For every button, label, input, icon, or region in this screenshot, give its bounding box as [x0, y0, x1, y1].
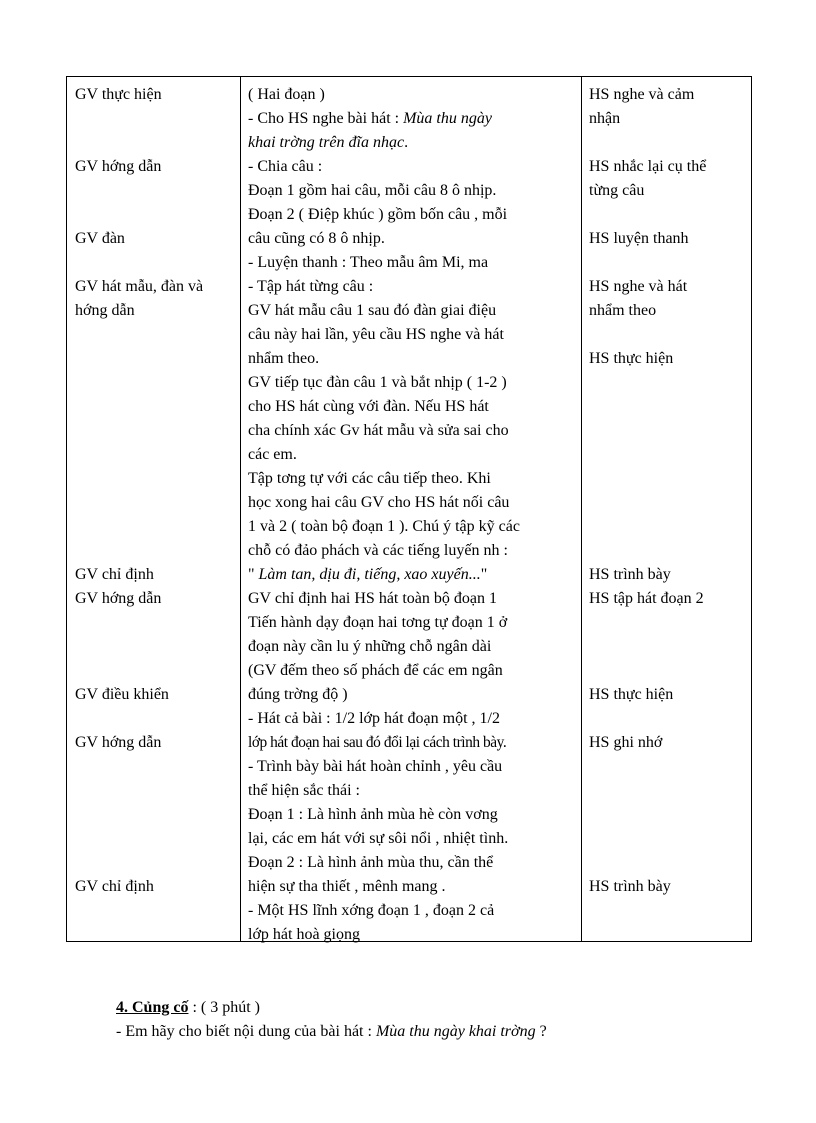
lesson-content-line	[248, 83, 579, 107]
question-text: - Em hãy cho biết nội dung của bài hát :	[116, 1023, 376, 1040]
text-run: cho HS hát cùng với đàn. Nếu HS hát	[248, 398, 489, 415]
text-run: các em.	[248, 446, 297, 463]
text-run: Đoạn 1 gồm hai câu, mỗi câu 8 ô nhịp.	[248, 182, 497, 199]
text-run: lớp hát đoạn hai sau đó đổi lại cách trình bày.	[248, 734, 507, 751]
lesson-content-line	[248, 155, 579, 179]
lesson-content-line	[248, 539, 579, 563]
text-run: (GV đếm theo số phách để các em ngân	[248, 662, 503, 679]
lesson-content-line	[248, 755, 579, 779]
student-activity-line: HS nghe và cảm	[589, 86, 695, 103]
lesson-content-line	[248, 875, 579, 899]
text-run: GV tiếp tục đàn câu 1 và bắt nhịp ( 1-2 )	[248, 374, 507, 391]
text-run: Đoạn 2 : Là hình ảnh mùa thu, cần thể	[248, 854, 494, 871]
text-run: hiện sự tha thiết , mênh mang .	[248, 878, 446, 895]
lesson-content-line	[248, 827, 579, 851]
teacher-activity-line: GV chỉ định	[75, 878, 154, 895]
lesson-content-line	[248, 923, 579, 947]
student-activity-line: HS trình bày	[589, 566, 671, 583]
text-run: - Cho HS nghe bài hát :	[248, 110, 404, 127]
section-duration: : ( 3 phút )	[188, 999, 260, 1016]
lesson-content-line	[248, 227, 579, 251]
teacher-activity-line: GV thực hiện	[75, 86, 162, 103]
lesson-content-line	[248, 707, 579, 731]
lesson-table	[66, 76, 752, 942]
student-activity-line: từng câu	[589, 182, 645, 199]
text-run: "	[480, 566, 488, 583]
lesson-content-line	[248, 371, 579, 395]
text-run: cha chính xác Gv hát mẫu và sửa sai cho	[248, 422, 509, 439]
text-run: câu cũng có 8 ô nhịp.	[248, 230, 385, 247]
lesson-content-line	[248, 563, 579, 587]
text-run: đoạn này cần lu ý những chỗ ngân dài	[248, 638, 492, 655]
lesson-content-line	[248, 731, 579, 755]
lesson-content-line	[248, 347, 579, 371]
text-run: .	[404, 134, 409, 151]
consolidation-heading-line	[116, 996, 260, 1020]
text-run: - Tập hát từng câu :	[248, 278, 374, 295]
text-run: câu này hai lần, yêu cầu HS nghe và hát	[248, 326, 504, 343]
lesson-content-line	[248, 275, 579, 299]
lesson-content-line	[248, 779, 579, 803]
text-run: nhẩm theo.	[248, 350, 320, 367]
text-run: thể hiện sắc thái :	[248, 782, 360, 799]
text-run: ( Hai đoạn )	[248, 86, 325, 103]
teacher-activity-line: GV hớng dẫn	[75, 734, 162, 751]
lesson-content-line	[248, 491, 579, 515]
text-run: học xong hai câu GV cho HS hát nối câu	[248, 494, 510, 511]
question-song-title: Mùa thu ngày khai trờng	[375, 1023, 536, 1040]
lesson-content-line	[248, 683, 579, 707]
lesson-content-line	[248, 107, 579, 131]
student-activity-line: HS nhắc lại cụ thể	[589, 158, 707, 175]
text-run: - Chia câu :	[248, 158, 323, 175]
text-run: 1 và 2 ( toàn bộ đoạn 1 ). Chú ý tập kỹ các	[248, 518, 520, 535]
lesson-content-line	[248, 899, 579, 923]
text-run: Tiến hành dạy đoạn hai tơng tự đoạn 1 ở	[248, 614, 508, 631]
italic-text: Làm tan, dịu đi, tiếng, xao xuyến...	[258, 566, 481, 583]
text-run: lại, các em hát với sự sôi nổi , nhiệt tình.	[248, 830, 509, 847]
column-divider-2	[581, 77, 582, 941]
student-activity-line: HS trình bày	[589, 878, 671, 895]
text-run: Tập tơng tự với các câu tiếp theo. Khi	[248, 470, 491, 487]
italic-text: Mùa thu ngày	[403, 110, 492, 127]
text-run: chỗ có đảo phách và các tiếng luyến nh :	[248, 542, 508, 559]
column-divider-1	[240, 77, 241, 941]
text-run: Đoạn 2 ( Điệp khúc ) gồm bốn câu , mỗi	[248, 206, 508, 223]
lesson-content-line	[248, 635, 579, 659]
text-run: "	[248, 566, 259, 583]
lesson-content-line	[248, 251, 579, 275]
question-mark: ?	[535, 1023, 547, 1040]
lesson-content-line	[248, 587, 579, 611]
lesson-content-line	[248, 803, 579, 827]
italic-text: khai trờng trên đĩa nhạc	[248, 134, 405, 151]
lesson-content-line	[248, 299, 579, 323]
student-activity-line: HS nghe và hát	[589, 278, 688, 295]
lesson-content-line	[248, 419, 579, 443]
teacher-activity-line: GV hớng dẫn	[75, 158, 162, 175]
teacher-activity-line: GV chỉ định	[75, 566, 154, 583]
lesson-content-line	[248, 611, 579, 635]
lesson-content-line	[248, 467, 579, 491]
lesson-content-line	[248, 323, 579, 347]
student-activity-line: HS thực hiện	[589, 350, 674, 367]
lesson-content-line	[248, 443, 579, 467]
lesson-content-line	[248, 515, 579, 539]
text-run: GV chỉ định hai HS hát toàn bộ đoạn 1	[248, 590, 498, 607]
teacher-activity-line: GV hát mẫu, đàn và	[75, 278, 204, 295]
student-activity-line: HS ghi nhớ	[589, 734, 663, 751]
student-activity-line: nhận	[589, 110, 621, 127]
text-run: đúng trờng độ )	[248, 686, 348, 703]
text-run: Đoạn 1 : Là hình ảnh mùa hè còn vơng	[248, 806, 498, 823]
student-activity-line: HS tập hát đoạn 2	[589, 590, 704, 607]
text-run: - Hát cả bài : 1/2 lớp hát đoạn một , 1/2	[248, 710, 500, 727]
text-run: - Trình bày bài hát hoàn chỉnh , yêu cầu	[248, 758, 503, 775]
text-run: - Luyện thanh : Theo mẫu âm Mi, ma	[248, 254, 489, 271]
lesson-content-line	[248, 851, 579, 875]
lesson-content-line	[248, 659, 579, 683]
lesson-content-line	[248, 203, 579, 227]
teacher-activity-line: GV đàn	[75, 230, 125, 247]
lesson-content-line	[248, 131, 579, 155]
section-heading: 4. Củng cố	[116, 999, 189, 1016]
student-activity-line: HS luyện thanh	[589, 230, 689, 247]
teacher-activity-line: hớng dẫn	[75, 302, 135, 319]
lesson-content-line	[248, 395, 579, 419]
teacher-activity-line: GV điều khiển	[75, 686, 169, 703]
text-run: lớp hát hoà giọng	[248, 926, 360, 943]
text-run: GV hát mẫu câu 1 sau đó đàn giai điệu	[248, 302, 497, 319]
student-activity-line: HS thực hiện	[589, 686, 674, 703]
teacher-activity-line: GV hớng dẫn	[75, 590, 162, 607]
consolidation-question	[116, 1020, 547, 1044]
lesson-content-line	[248, 179, 579, 203]
student-activity-line: nhẩm theo	[589, 302, 657, 319]
text-run: - Một HS lĩnh xớng đoạn 1 , đoạn 2 cả	[248, 902, 495, 919]
